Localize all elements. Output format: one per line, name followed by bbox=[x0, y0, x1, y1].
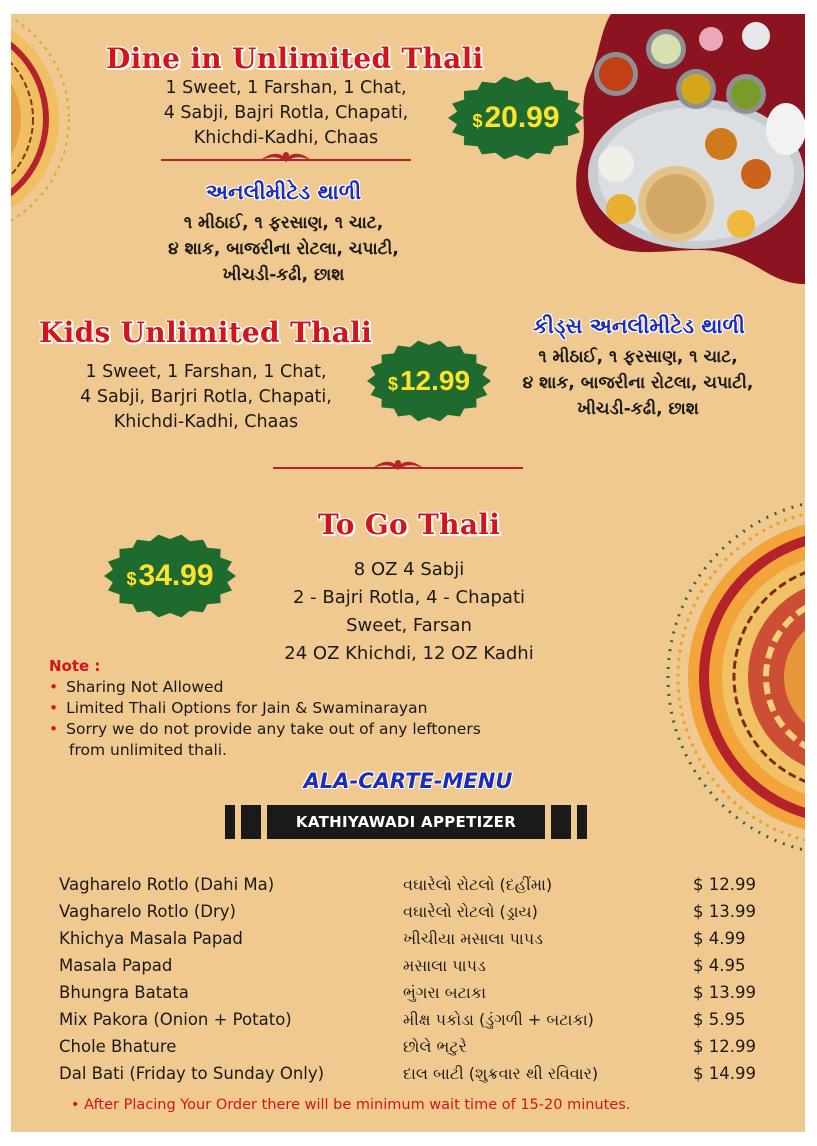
to-go-line: Sweet, Farsan bbox=[346, 615, 472, 636]
menu-item-row bbox=[11, 983, 805, 1010]
thali-food-image bbox=[571, 14, 805, 284]
currency-symbol: $ bbox=[126, 568, 137, 589]
menu-item-name: Dal Bati (Friday to Sunday Only) bbox=[59, 1064, 325, 1083]
note-item: from unlimited thali. bbox=[69, 741, 227, 759]
menu-item-row bbox=[11, 1010, 805, 1037]
note-list bbox=[49, 677, 481, 761]
to-go-price-badge bbox=[104, 534, 236, 618]
bar-ornament bbox=[225, 805, 235, 839]
menu-item-gujarati-name: છોલે ભટુરે bbox=[403, 1037, 467, 1056]
kids-gujarati-description bbox=[479, 344, 797, 422]
ala-carte-title: ALA-CARTE-MENU bbox=[303, 769, 513, 793]
dine-in-title: Dine in Unlimited Thali bbox=[106, 42, 484, 75]
kids-line: Khichdi-Kadhi, Chaas bbox=[113, 412, 299, 432]
menu-item-price: $ 5.95 bbox=[693, 1010, 746, 1029]
note-item: • Limited Thali Options for Jain & Swaminarayan bbox=[49, 699, 428, 717]
menu-item-name: Masala Papad bbox=[59, 956, 173, 975]
wait-time-footer-note: • After Placing Your Order there will be minimum wait time of 15-20 minutes. bbox=[71, 1097, 631, 1113]
bar-ornament bbox=[551, 805, 571, 839]
note-item: • Sorry we do not provide any take out of any leftoners bbox=[49, 720, 481, 738]
note-item: • Sharing Not Allowed bbox=[49, 678, 224, 696]
menu-item-name: Vagharelo Rotlo (Dry) bbox=[59, 902, 236, 921]
kids-gujarati-title: કીડ્સ અનલીમીટેડ થાળી bbox=[533, 314, 745, 338]
dine-in-description bbox=[121, 76, 451, 151]
menu-item-price: $ 4.95 bbox=[693, 956, 746, 975]
price-amount: 12.99 bbox=[399, 365, 471, 396]
menu-item-gujarati-name: ભુંગરા બટાકા bbox=[403, 983, 487, 1002]
kids-line: 1 Sweet, 1 Farshan, 1 Chat, bbox=[85, 362, 327, 382]
gujarati-line: ખીચડી-કઢી, છાશ bbox=[577, 399, 699, 419]
menu-item-gujarati-name: વઘારેલો રોટલો (દહીંમા) bbox=[403, 875, 553, 894]
dine-in-price-badge bbox=[448, 76, 584, 160]
menu-item-row bbox=[11, 1037, 805, 1064]
menu-item-price: $ 4.99 bbox=[693, 929, 746, 948]
to-go-description bbox=[239, 556, 579, 668]
menu-item-name: Khichya Masala Papad bbox=[59, 929, 243, 948]
kids-title: Kids Unlimited Thali bbox=[39, 316, 373, 349]
bar-ornament bbox=[577, 805, 587, 839]
kids-line: 4 Sabji, Barjri Rotla, Chapati, bbox=[80, 387, 332, 407]
menu-item-gujarati-name: વઘારેલો રોટલો (ડ્રાય) bbox=[403, 902, 538, 921]
ornamental-divider bbox=[273, 458, 523, 474]
menu-item-price: $ 14.99 bbox=[693, 1064, 756, 1083]
menu-item-gujarati-name: દાલ બાટી (શુક્રવાર થી રવિવાર) bbox=[403, 1064, 599, 1083]
bar-ornament bbox=[241, 805, 261, 839]
dine-in-line: 4 Sabji, Bajri Rotla, Chapati, bbox=[163, 103, 409, 123]
menu-item-gujarati-name: મીક્ષ પકોડા (ડુંગળી + બટાકા) bbox=[403, 1010, 594, 1029]
gujarati-line: ૪ શાક, બાજરીના રોટલા, ચપાટી, bbox=[522, 373, 754, 393]
gujarati-line: ૪ શાક, બાજરીના રોટલા, ચપાટી, bbox=[168, 239, 399, 259]
price-amount: 20.99 bbox=[484, 101, 560, 134]
mandala-right-decoration bbox=[666, 492, 805, 862]
menu-item-price: $ 13.99 bbox=[693, 983, 756, 1002]
menu-item-row bbox=[11, 956, 805, 983]
mandala-left-decoration bbox=[11, 14, 81, 244]
dine-in-gujarati-description bbox=[111, 210, 456, 288]
menu-item-price: $ 13.99 bbox=[693, 902, 756, 921]
menu-item-row bbox=[11, 902, 805, 929]
menu-item-gujarati-name: મસાલા પાપડ bbox=[403, 956, 486, 975]
to-go-line: 24 OZ Khichdi, 12 OZ Kadhi bbox=[284, 643, 534, 664]
menu-item-row bbox=[11, 929, 805, 956]
currency-symbol: $ bbox=[472, 110, 483, 131]
menu-item-row bbox=[11, 875, 805, 902]
ornamental-divider bbox=[161, 150, 411, 166]
kids-description bbox=[41, 360, 371, 435]
to-go-line: 8 OZ 4 Sabji bbox=[353, 559, 465, 580]
note-label: Note : bbox=[49, 657, 101, 675]
currency-symbol: $ bbox=[387, 373, 398, 394]
menu-item-row bbox=[11, 1064, 805, 1091]
to-go-title: To Go Thali bbox=[317, 508, 501, 541]
gujarati-line: ખીચડી-કઢી, છાશ bbox=[222, 265, 345, 285]
section-header-kathiyawadi-appetizer: KATHIYAWADI APPETIZER bbox=[267, 805, 545, 839]
dine-in-line: Khichdi-Kadhi, Chaas bbox=[193, 128, 379, 148]
kids-price-badge bbox=[367, 340, 491, 422]
menu-item-price: $ 12.99 bbox=[693, 1037, 756, 1056]
menu-page bbox=[11, 14, 805, 1132]
menu-item-name: Vagharelo Rotlo (Dahi Ma) bbox=[59, 875, 275, 894]
menu-item-name: Bhungra Batata bbox=[59, 983, 189, 1002]
menu-item-price: $ 12.99 bbox=[693, 875, 756, 894]
gujarati-line: ૧ મીઠાઈ, ૧ ફરસાણ, ૧ ચાટ, bbox=[183, 213, 384, 233]
to-go-line: 2 - Bajri Rotla, 4 - Chapati bbox=[292, 587, 526, 608]
menu-item-name: Chole Bhature bbox=[59, 1037, 177, 1056]
price-amount: 34.99 bbox=[138, 559, 214, 592]
gujarati-line: ૧ મીઠાઈ, ૧ ફરસાણ, ૧ ચાટ, bbox=[538, 347, 738, 367]
menu-item-name: Mix Pakora (Onion + Potato) bbox=[59, 1010, 292, 1029]
menu-item-gujarati-name: ખીચીયા મસાલા પાપડ bbox=[403, 929, 543, 948]
dine-in-gujarati-title: અનલીમીટેડ થાળી bbox=[205, 180, 362, 204]
dine-in-line: 1 Sweet, 1 Farshan, 1 Chat, bbox=[165, 78, 407, 98]
